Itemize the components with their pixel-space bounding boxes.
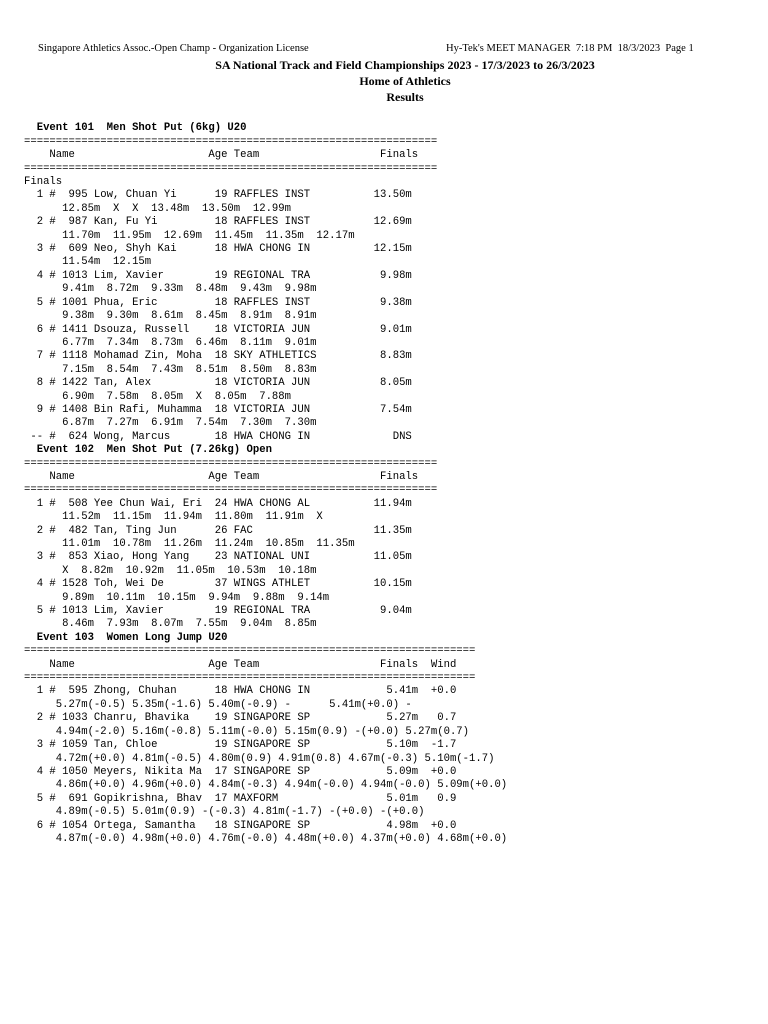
attempts-row: 4.72m(+0.0) 4.81m(-0.5) 4.80m(0.9) 4.91m(0.8) 4.67m(-0.3) 5.10m(-1.7) (24, 752, 495, 765)
event-heading: Event 101 Men Shot Put (6kg) U20 (24, 122, 247, 135)
event-heading: Event 103 Women Long Jump U20 (24, 631, 228, 644)
separator-rule: ================================================================= (24, 457, 438, 470)
attempts-row: 7.15m 8.54m 7.43m 8.51m 8.50m 8.83m (24, 363, 317, 376)
attempts-row: 9.89m 10.11m 10.15m 9.94m 9.88m 9.14m (24, 591, 330, 604)
athlete-row: 1 # 995 Low, Chuan Yi 19 RAFFLES INST 13.50m (24, 189, 412, 202)
attempts-row: 9.38m 9.30m 8.61m 8.45m 8.91m 8.91m (24, 310, 317, 323)
attempts-row: 11.52m 11.15m 11.94m 11.80m 11.91m X (24, 511, 323, 524)
attempts-row: 6.87m 7.27m 6.91m 7.54m 7.30m 7.30m (24, 417, 317, 430)
athlete-row: 6 # 1411 Dsouza, Russell 18 VICTORIA JUN 9.01m (24, 323, 412, 336)
athlete-row: 9 # 1408 Bin Rafi, Muhamma 18 VICTORIA JUN 7.54m (24, 403, 412, 416)
separator-rule: ================================================================= (24, 135, 438, 148)
athlete-row: 2 # 1033 Chanru, Bhavika 19 SINGAPORE SP 5.27m 0.7 (24, 712, 457, 725)
athlete-row: 1 # 508 Yee Chun Wai, Eri 24 HWA CHONG AL 11.94m (24, 497, 412, 510)
attempts-row: 5.27m(-0.5) 5.35m(-1.6) 5.40m(-0.9) - 5.41m(+0.0) - (24, 698, 412, 711)
event-heading: Event 102 Men Shot Put (7.26kg) Open (24, 444, 272, 457)
athlete-row: 6 # 1054 Ortega, Samantha 18 SINGAPORE SP 4.98m +0.0 (24, 819, 457, 832)
athlete-row: 8 # 1422 Tan, Alex 18 VICTORIA JUN 8.05m (24, 377, 412, 390)
athlete-row: 1 # 595 Zhong, Chuhan 18 HWA CHONG IN 5.41m +0.0 (24, 685, 457, 698)
column-headers: Name Age Team Finals (24, 149, 419, 162)
column-headers: Name Age Team Finals Wind (24, 658, 457, 671)
athlete-row: 3 # 609 Neo, Shyh Kai 18 HWA CHONG IN 12.15m (24, 243, 412, 256)
attempts-row: 6.77m 7.34m 8.73m 6.46m 8.11m 9.01m (24, 336, 317, 349)
attempts-row: 4.94m(-2.0) 5.16m(-0.8) 5.11m(-0.0) 5.15m(0.9) -(+0.0) 5.27m(0.7) (24, 725, 470, 738)
separator-rule: ================================================================= (24, 162, 438, 175)
attempts-row: 4.86m(+0.0) 4.96m(+0.0) 4.84m(-0.3) 4.94m(-0.0) 4.94m(-0.0) 5.09m(+0.0) (24, 779, 508, 792)
athlete-row: -- # 624 Wong, Marcus 18 HWA CHONG IN DNS (24, 430, 412, 443)
athlete-row: 5 # 691 Gopikrishna, Bhav 17 MAXFORM 5.01m 0.9 (24, 792, 457, 805)
separator-rule: ======================================================================= (24, 645, 476, 658)
athlete-row: 4 # 1013 Lim, Xavier 19 REGIONAL TRA 9.98m (24, 269, 412, 282)
meet-manager-stamp: Hy-Tek's MEET MANAGER 7:18 PM 18/3/2023 Page 1 (446, 43, 694, 54)
athlete-row: 2 # 987 Kan, Fu Yi 18 RAFFLES INST 12.69m (24, 216, 412, 229)
attempts-row: 6.90m 7.58m 8.05m X 8.05m 7.88m (24, 390, 292, 403)
athlete-row: 5 # 1001 Phua, Eric 18 RAFFLES INST 9.38m (24, 296, 412, 309)
athlete-row: 2 # 482 Tan, Ting Jun 26 FAC 11.35m (24, 524, 412, 537)
attempts-row: 9.41m 8.72m 9.33m 8.48m 9.43m 9.98m (24, 283, 317, 296)
results-title: Results (386, 90, 424, 104)
attempts-row: 11.54m 12.15m (24, 256, 152, 269)
attempts-row: 12.85m X X 13.48m 13.50m 12.99m (24, 202, 292, 215)
athlete-row: 4 # 1050 Meyers, Nikita Ma 17 SINGAPORE SP 5.09m +0.0 (24, 765, 457, 778)
athlete-row: 3 # 853 Xiao, Hong Yang 23 NATIONAL UNI 11.05m (24, 551, 412, 564)
attempts-row: 8.46m 7.93m 8.07m 7.55m 9.04m 8.85m (24, 618, 317, 631)
athlete-row: 4 # 1528 Toh, Wei De 37 WINGS ATHLET 10.15m (24, 578, 412, 591)
organization-license: Singapore Athletics Assoc.-Open Champ - Organization License (38, 43, 309, 54)
athlete-row: 5 # 1013 Lim, Xavier 19 REGIONAL TRA 9.04m (24, 605, 412, 618)
column-headers: Name Age Team Finals (24, 470, 419, 483)
attempts-row: 11.01m 10.78m 11.26m 11.24m 10.85m 11.35m (24, 538, 355, 550)
venue-title: Home of Athletics (359, 74, 451, 88)
meet-title: SA National Track and Field Championships 2023 - 17/3/2023 to 26/3/2023 (215, 58, 595, 72)
athlete-row: 7 # 1118 Mohamad Zin, Moha 18 SKY ATHLETICS 8.83m (24, 350, 412, 363)
attempts-row: 11.70m 11.95m 12.69m 11.45m 11.35m 12.17m (24, 229, 355, 242)
separator-rule: ======================================================================= (24, 672, 476, 685)
attempts-row: 4.87m(-0.0) 4.98m(+0.0) 4.76m(-0.0) 4.48m(+0.0) 4.37m(+0.0) 4.68m(+0.0) (24, 832, 508, 845)
separator-rule: ================================================================= (24, 484, 438, 497)
results-listing (24, 109, 507, 846)
athlete-row: 3 # 1059 Tan, Chloe 19 SINGAPORE SP 5.10m -1.7 (24, 739, 457, 752)
attempts-row: X 8.82m 10.92m 11.05m 10.53m 10.18m (24, 564, 317, 577)
attempts-row: 4.89m(-0.5) 5.01m(0.9) -(-0.3) 4.81m(-1.7) -(+0.0) -(+0.0) (24, 806, 425, 819)
round-label: Finals (24, 176, 63, 189)
